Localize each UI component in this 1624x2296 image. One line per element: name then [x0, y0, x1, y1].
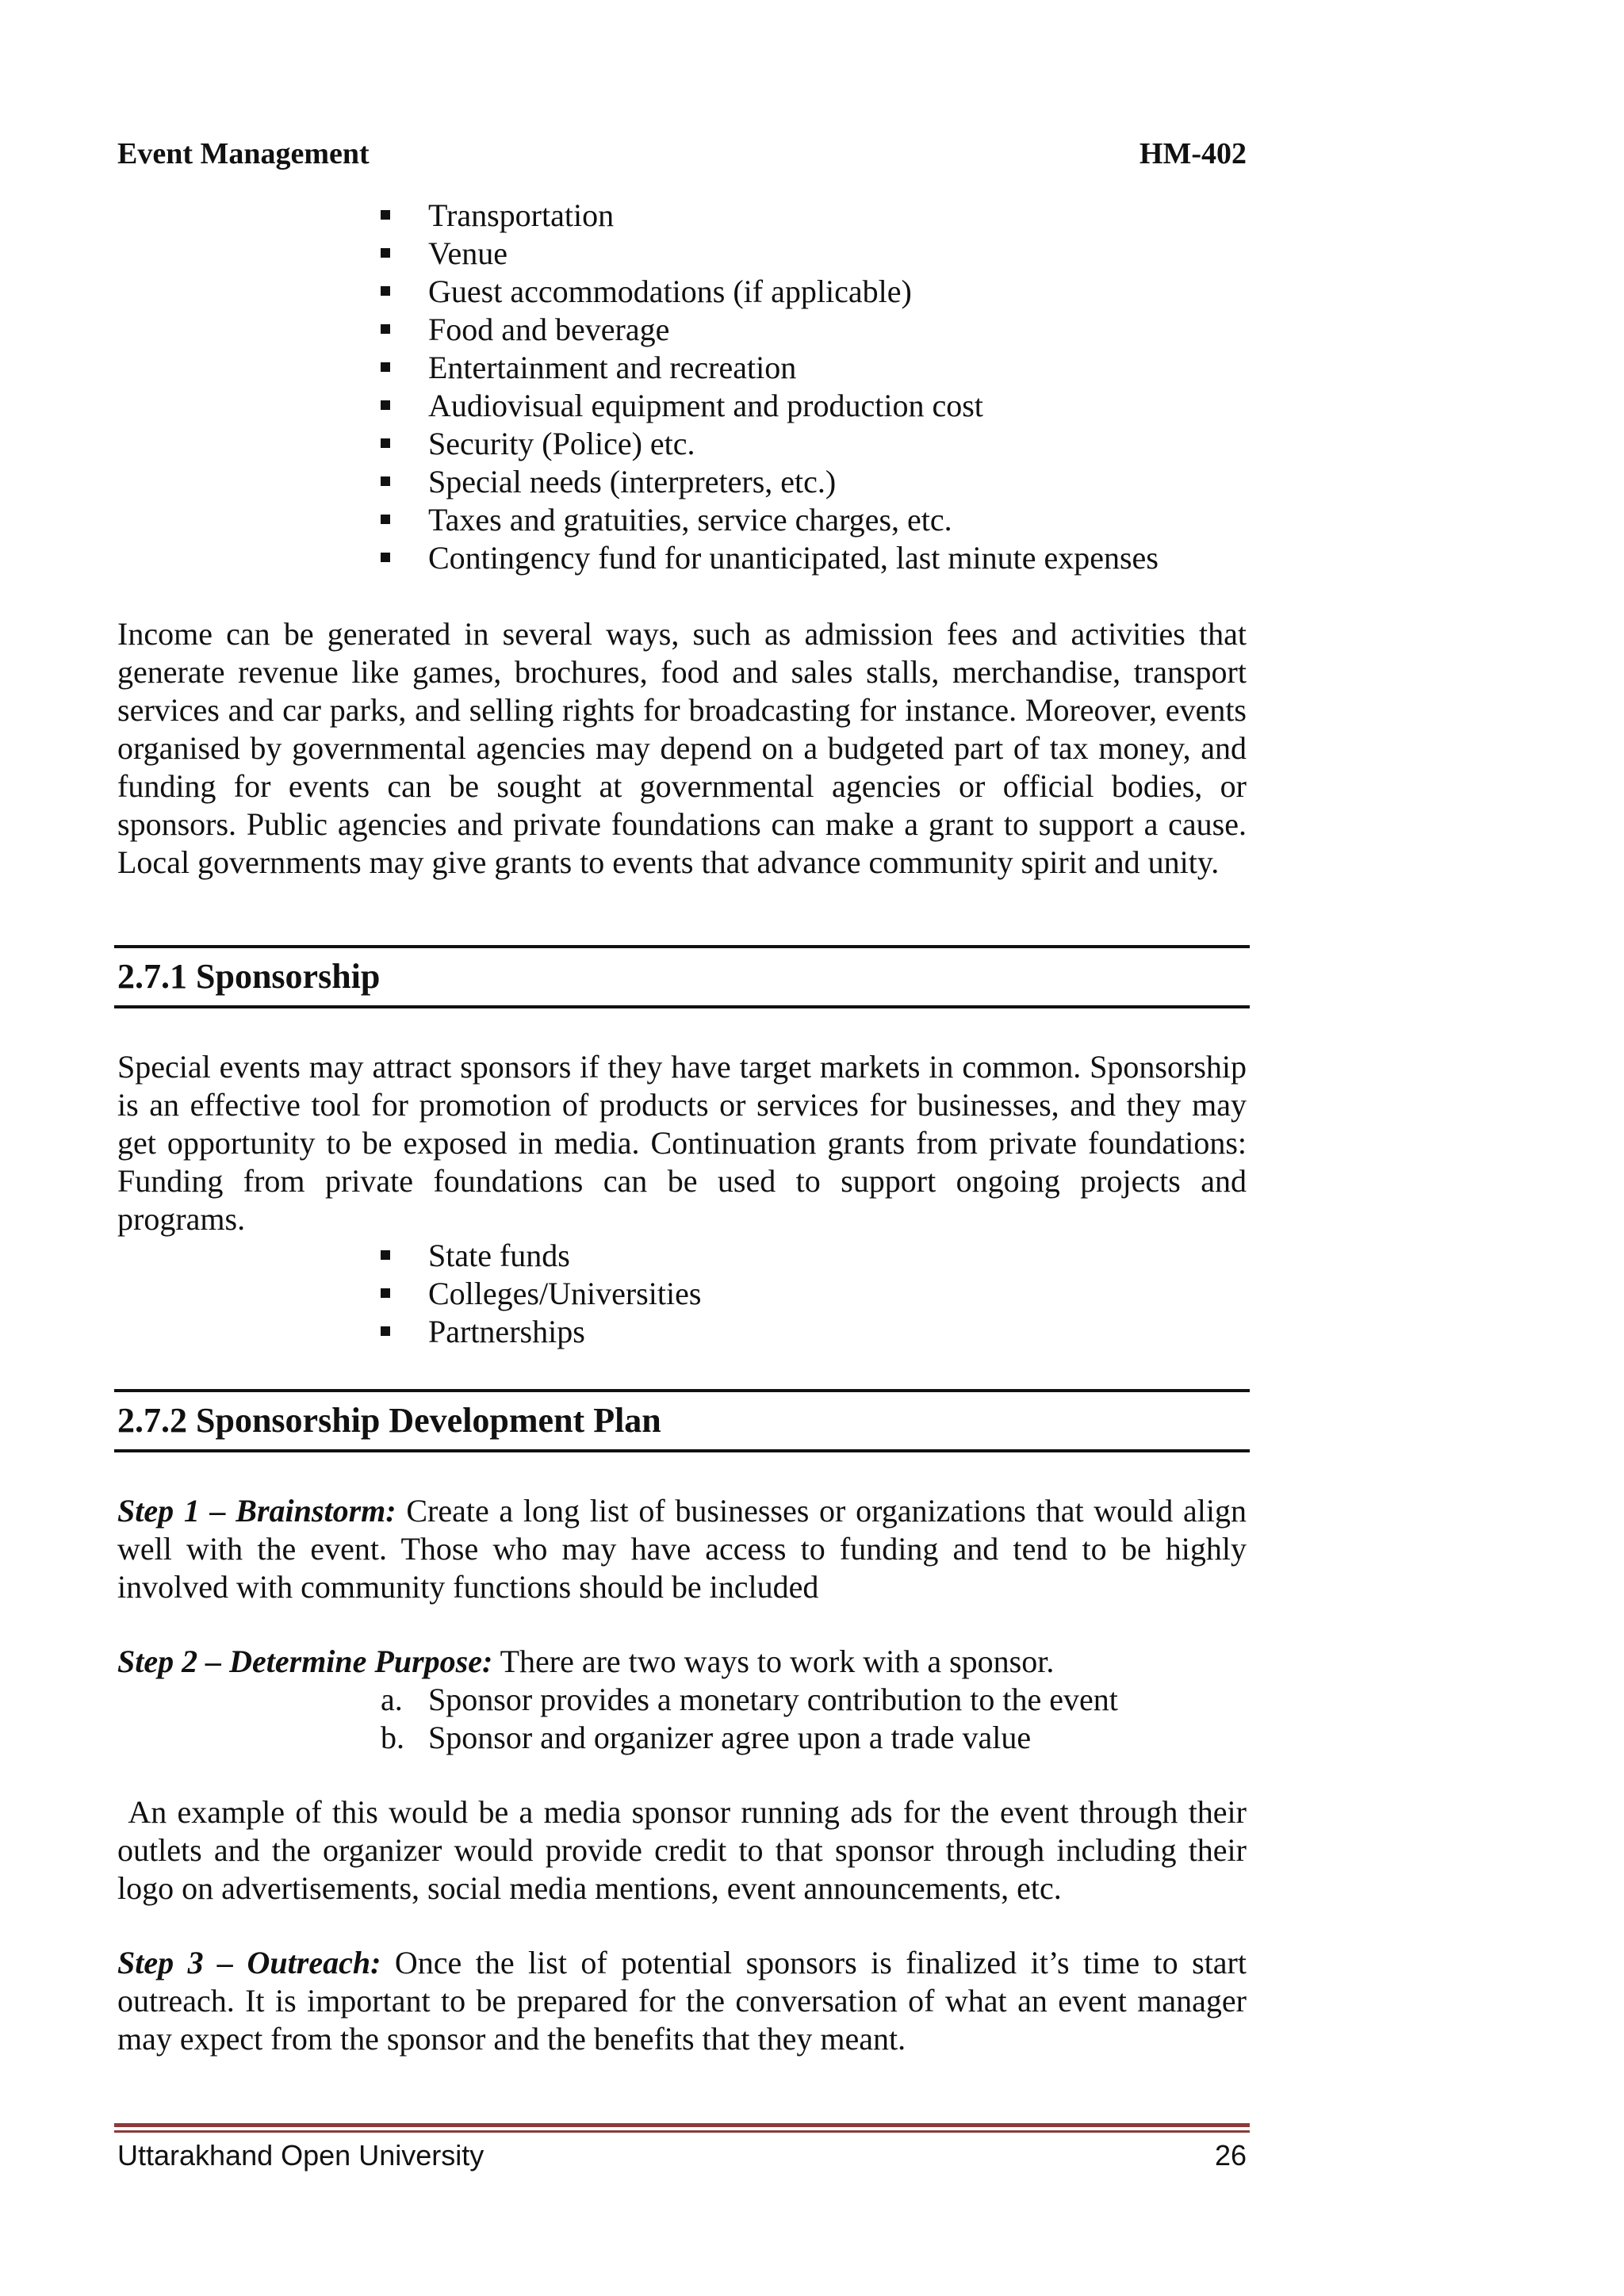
header-title: Event Management [117, 137, 370, 170]
sponsor-options-list [381, 1681, 1118, 1757]
list-item: Entertainment and recreation [381, 349, 1159, 387]
step-3-paragraph [117, 1944, 1247, 2058]
section-heading-development-plan [114, 1389, 1250, 1452]
step-2-label: Step 2 – Determine Purpose: [117, 1644, 493, 1679]
bullet-square-icon [381, 476, 390, 486]
list-item: Audiovisual equipment and production cost [381, 387, 1159, 425]
footer-divider [114, 2123, 1250, 2134]
list-item: State funds [381, 1237, 701, 1275]
list-marker: a. [381, 1682, 403, 1717]
sponsorship-paragraph: Special events may attract sponsors if they have target markets in common. Sponsorship is an effective tool for promotion of products or services for businesses, and they may get opportunity to be exposed in media. Continuation grants from private foundations: Funding from private foundations can be used to support ongoing projects and programs. [117, 1049, 1247, 1237]
list-item: a. Sponsor provides a monetary contribution to the event [381, 1682, 1118, 1717]
bullet-square-icon [381, 400, 390, 410]
step-3-label: Step 3 – Outreach: [117, 1945, 381, 1980]
example-paragraph: An example of this would be a media sponsor running ads for the event through their outlets and the organizer would provide credit to that sponsor through including their logo on advertisements, social media mentions, event announcements, etc. [117, 1794, 1254, 1906]
bullet-square-icon [381, 1288, 390, 1298]
header-course-code: HM-402 [1139, 137, 1247, 170]
section-title: 2.7.2 Sponsorship Development Plan [117, 1401, 661, 1440]
bullet-square-icon [381, 362, 390, 372]
bullet-square-icon [381, 438, 390, 448]
list-item: b. Sponsor and organizer agree upon a trade value [381, 1720, 1032, 1755]
list-item: Taxes and gratuities, service charges, etc. [381, 501, 1159, 539]
income-paragraph: Income can be generated in several ways, such as admission fees and activities that generate revenue like games, brochures, food and sales stalls, merchandise, transport services and car parks, and selling rights for broadcasting for instance. Moreover, events organised by governmental agencies may depend on a budgeted part of tax money, and funding for events can be sought at governmental agencies or official bodies, or sponsors. Public agencies and private foundations can make a grant to support a cause. Local governments may give grants to events that advance community spirit and unity. [117, 616, 1247, 880]
list-item: Guest accommodations (if applicable) [381, 273, 1159, 311]
step-1-label: Step 1 – Brainstorm: [117, 1493, 396, 1529]
step-3-text: Once the list of potential sponsors is finalized it’s time to start outreach. It is important to be prepared for the conversation of what an event manager may expect from the sponsor and the benefits that they meant. [117, 1945, 1247, 2057]
step-2-paragraph [117, 1643, 1247, 1681]
expense-list [381, 197, 1159, 577]
list-marker: b. [381, 1720, 404, 1755]
page-number: 26 [1214, 2139, 1247, 2172]
list-item: Venue [381, 235, 1159, 273]
bullet-square-icon [381, 210, 390, 220]
funding-source-list [381, 1237, 701, 1351]
step-2-text: There are two ways to work with a sponsor. [492, 1644, 1055, 1679]
list-item: Contingency fund for unanticipated, last minute expenses [381, 539, 1159, 577]
bullet-square-icon [381, 1250, 390, 1260]
step-1-text: Create a long list of businesses or organizations that would align well with the event. Those who may have access to funding and tend to be highly involved with community functions should be included [117, 1493, 1247, 1605]
footer-institution: Uttarakhand Open University [117, 2139, 485, 2172]
bullet-square-icon [381, 286, 390, 296]
bullet-square-icon [381, 1326, 390, 1336]
section-title: 2.7.1 Sponsorship [117, 957, 381, 996]
list-item: Special needs (interpreters, etc.) [381, 463, 1159, 501]
bullet-square-icon [381, 248, 390, 258]
bullet-square-icon [381, 324, 390, 334]
list-item: Transportation [381, 197, 1159, 235]
list-item: Food and beverage [381, 311, 1159, 349]
step-1-paragraph [117, 1492, 1247, 1606]
section-heading-sponsorship [114, 945, 1250, 1008]
list-item: Colleges/Universities [381, 1275, 701, 1313]
bullet-square-icon [381, 515, 390, 524]
list-item: Security (Police) etc. [381, 425, 1159, 463]
list-item: Partnerships [381, 1313, 701, 1351]
bullet-square-icon [381, 553, 390, 562]
